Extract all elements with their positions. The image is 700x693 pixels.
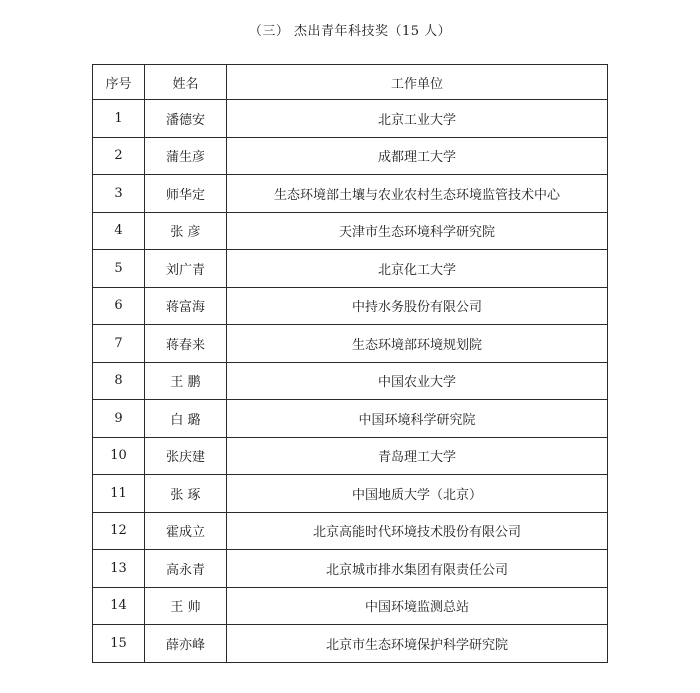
cell-name: 蒋春来	[145, 325, 227, 363]
table-row	[93, 437, 608, 475]
table-row	[93, 325, 608, 363]
cell-number: 9	[93, 400, 145, 438]
cell-number: 13	[93, 550, 145, 588]
cell-organization: 北京高能时代环境技术股份有限公司	[227, 512, 608, 550]
cell-number: 7	[93, 325, 145, 363]
cell-number: 12	[93, 512, 145, 550]
awardee-table-container	[92, 64, 607, 663]
cell-organization: 中国农业大学	[227, 362, 608, 400]
cell-organization: 天津市生态环境科学研究院	[227, 212, 608, 250]
header-organization: 工作单位	[227, 65, 608, 100]
cell-number: 8	[93, 362, 145, 400]
cell-name: 王 鹏	[145, 362, 227, 400]
table-row	[93, 475, 608, 513]
cell-number: 11	[93, 475, 145, 513]
cell-number: 10	[93, 437, 145, 475]
cell-organization: 北京城市排水集团有限责任公司	[227, 550, 608, 588]
cell-name: 张 琢	[145, 475, 227, 513]
cell-number: 5	[93, 250, 145, 288]
cell-name: 蒋富海	[145, 287, 227, 325]
table-row	[93, 550, 608, 588]
header-name: 姓名	[145, 65, 227, 100]
table-row	[93, 250, 608, 288]
cell-name: 薛亦峰	[145, 625, 227, 663]
header-number: 序号	[93, 65, 145, 100]
cell-number: 3	[93, 175, 145, 213]
cell-organization: 北京工业大学	[227, 100, 608, 138]
table-row	[93, 512, 608, 550]
cell-number: 15	[93, 625, 145, 663]
cell-name: 师华定	[145, 175, 227, 213]
cell-organization: 生态环境部土壤与农业农村生态环境监管技术中心	[227, 175, 608, 213]
cell-number: 4	[93, 212, 145, 250]
section-title: （三） 杰出青年科技奖（15 人）	[248, 24, 452, 39]
cell-number: 6	[93, 287, 145, 325]
table-header-row	[93, 65, 608, 100]
table-row	[93, 625, 608, 663]
table-row	[93, 400, 608, 438]
cell-number: 1	[93, 100, 145, 138]
table-row	[93, 175, 608, 213]
cell-name: 白 璐	[145, 400, 227, 438]
cell-number: 14	[93, 587, 145, 625]
table-row	[93, 100, 608, 138]
cell-organization: 北京市生态环境保护科学研究院	[227, 625, 608, 663]
cell-organization: 成都理工大学	[227, 137, 608, 175]
table-row	[93, 137, 608, 175]
cell-organization: 生态环境部环境规划院	[227, 325, 608, 363]
cell-name: 高永青	[145, 550, 227, 588]
cell-organization: 青岛理工大学	[227, 437, 608, 475]
table-row	[93, 587, 608, 625]
cell-name: 潘德安	[145, 100, 227, 138]
cell-name: 张 彦	[145, 212, 227, 250]
cell-organization: 中国环境科学研究院	[227, 400, 608, 438]
cell-name: 蒲生彦	[145, 137, 227, 175]
table-row	[93, 287, 608, 325]
cell-number: 2	[93, 137, 145, 175]
table-row	[93, 212, 608, 250]
cell-name: 王 帅	[145, 587, 227, 625]
cell-name: 刘广青	[145, 250, 227, 288]
cell-name: 张庆建	[145, 437, 227, 475]
cell-organization: 中国环境监测总站	[227, 587, 608, 625]
cell-organization: 中持水务股份有限公司	[227, 287, 608, 325]
awardee-table	[92, 64, 608, 663]
table-row	[93, 362, 608, 400]
cell-organization: 中国地质大学（北京）	[227, 475, 608, 513]
cell-organization: 北京化工大学	[227, 250, 608, 288]
cell-name: 霍成立	[145, 512, 227, 550]
